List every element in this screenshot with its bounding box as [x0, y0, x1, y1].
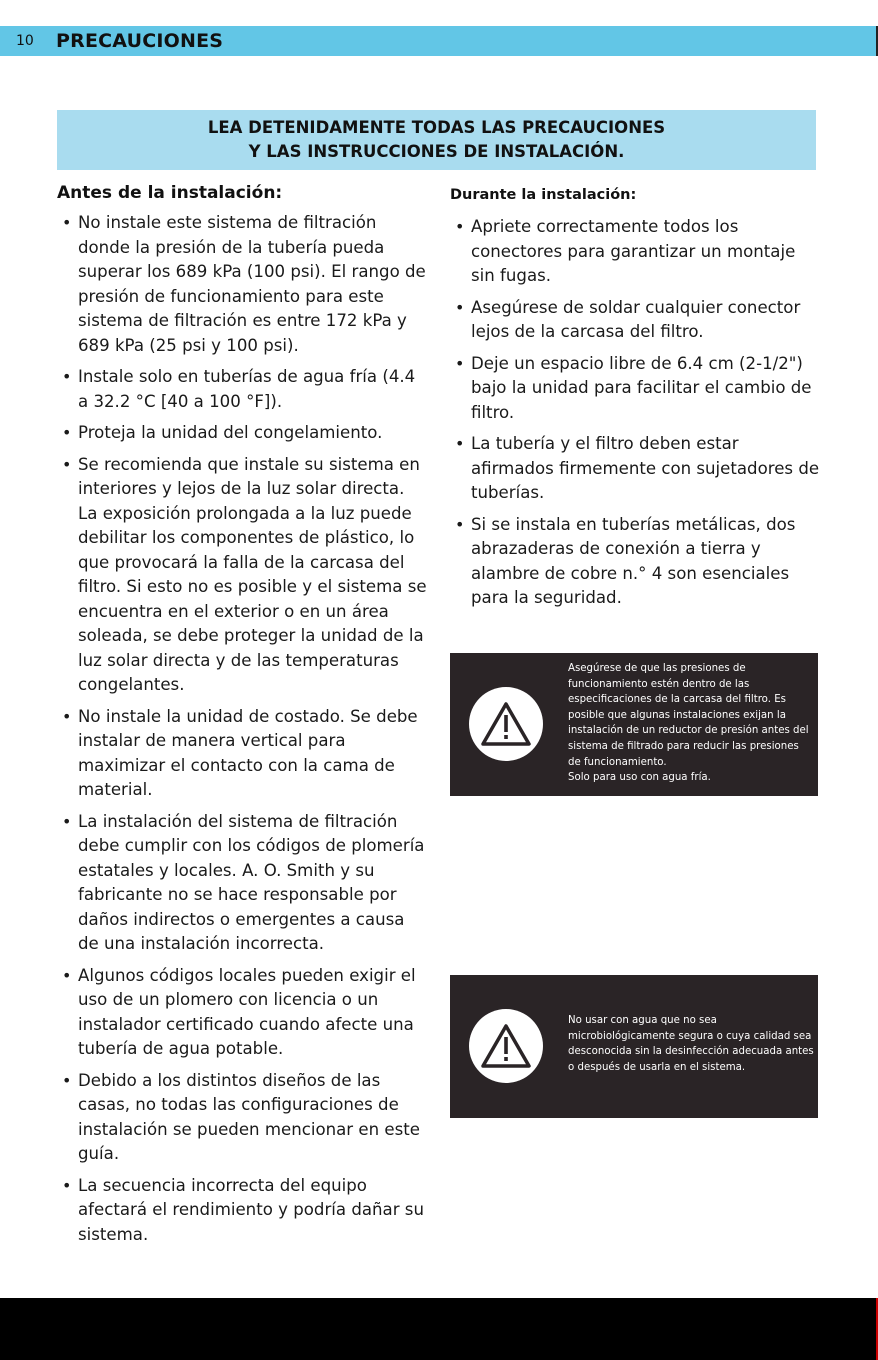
water-safety-warning-text: No usar con agua que no sea microbiológicamente segura o cuya calidad sea desconocida sin la desinfección adecuada antes o después de usarla en el sistema. [568, 1015, 814, 1073]
list-item: • Deje un espacio libre de 6.4 cm (2-1/2") bajo la unidad para facilitar el cambio de filtro. [450, 352, 822, 426]
header-bar [0, 26, 876, 56]
list-item: • La secuencia incorrecta del equipo afectará el rendimiento y podría dañar su sistema. [57, 1174, 429, 1248]
list-item: • No instale la unidad de costado. Se debe instalar de manera vertical para maximizar el contacto con la cama de material. [57, 705, 429, 803]
section-title: PRECAUCIONES [56, 30, 224, 52]
list-item: • La tubería y el filtro deben estar afirmados firmemente con sujetadores de tuberías. [450, 432, 822, 506]
water-safety-warning-box [450, 975, 818, 1118]
list-item: • Asegúrese de soldar cualquier conector lejos de la carcasa del filtro. [450, 296, 822, 345]
precautions-banner [57, 110, 816, 170]
during-installation-section [450, 187, 822, 618]
list-item: • La instalación del sistema de filtración debe cumplir con los códigos de plomería estatales y locales. A. O. Smith y su fabricante no se hace responsable por daños indirectos o emergentes a causa de una instalación incorrecta. [57, 810, 429, 957]
list-item: • Apriete correctamente todos los conectores para garantizar un montaje sin fugas. [450, 215, 822, 289]
page-number: 10 [16, 33, 34, 49]
warning-triangle-icon [469, 1009, 543, 1083]
before-installation-section [57, 183, 429, 1254]
during-heading: Durante la instalación: [450, 187, 637, 203]
footer-bar [0, 1298, 876, 1360]
during-list [450, 215, 822, 611]
list-item: • Si se instala en tuberías metálicas, dos abrazaderas de conexión a tierra y alambre de cobre n.° 4 son esenciales para la seguridad. [450, 513, 822, 611]
warning-triangle-icon [469, 687, 543, 761]
banner-line-1: LEA DETENIDAMENTE TODAS LAS PRECAUCIONES [207, 118, 666, 137]
list-item: • No instale este sistema de filtración donde la presión de la tubería pueda superar los 689 kPa (100 psi). El rango de presión de funcionamiento para este sistema de filtración es entre 172 kPa y 689 kPa (25 psi y 100 psi). [57, 211, 429, 358]
banner-line-2: Y LAS INSTRUCCIONES DE INSTALACIÓN. [248, 142, 625, 161]
list-item: • Se recomienda que instale su sistema en interiores y lejos de la luz solar directa. La exposición prolongada a la luz puede debilitar los componentes de plástico, lo que provocará la falla de la carcasa del filtro. Si esto no es posible y el sistema se encuentra en el exterior o en un área soleada, se debe proteger la unidad de la luz solar directa y de las temperaturas congelantes. [57, 453, 429, 698]
list-item: • Proteja la unidad del congelamiento. [57, 421, 429, 446]
before-heading: Antes de la instalación: [57, 183, 283, 203]
list-item: • Debido a los distintos diseños de las casas, no todas las configuraciones de instalación se pueden mencionar en este guía. [57, 1069, 429, 1167]
before-list [57, 211, 429, 1247]
list-item: • Algunos códigos locales pueden exigir el uso de un plomero con licencia o un instalador certificado cuando afecte una tubería de agua potable. [57, 964, 429, 1062]
pressure-warning-text: Asegúrese de que las presiones de funcionamiento estén dentro de las especificaciones de la carcasa del filtro. Es posible que algunas instalaciones exijan la instalación de un reductor de presión antes del sistema de filtrado para reducir las presiones de funcionamiento. Solo para uso con agua fría. [568, 661, 814, 786]
list-item: • Instale solo en tuberías de agua fría (4.4 a 32.2 °C [40 a 100 °F]). [57, 365, 429, 414]
pressure-warning-box [450, 653, 818, 796]
cold-water-note: Solo para uso con agua fría. [568, 772, 711, 784]
